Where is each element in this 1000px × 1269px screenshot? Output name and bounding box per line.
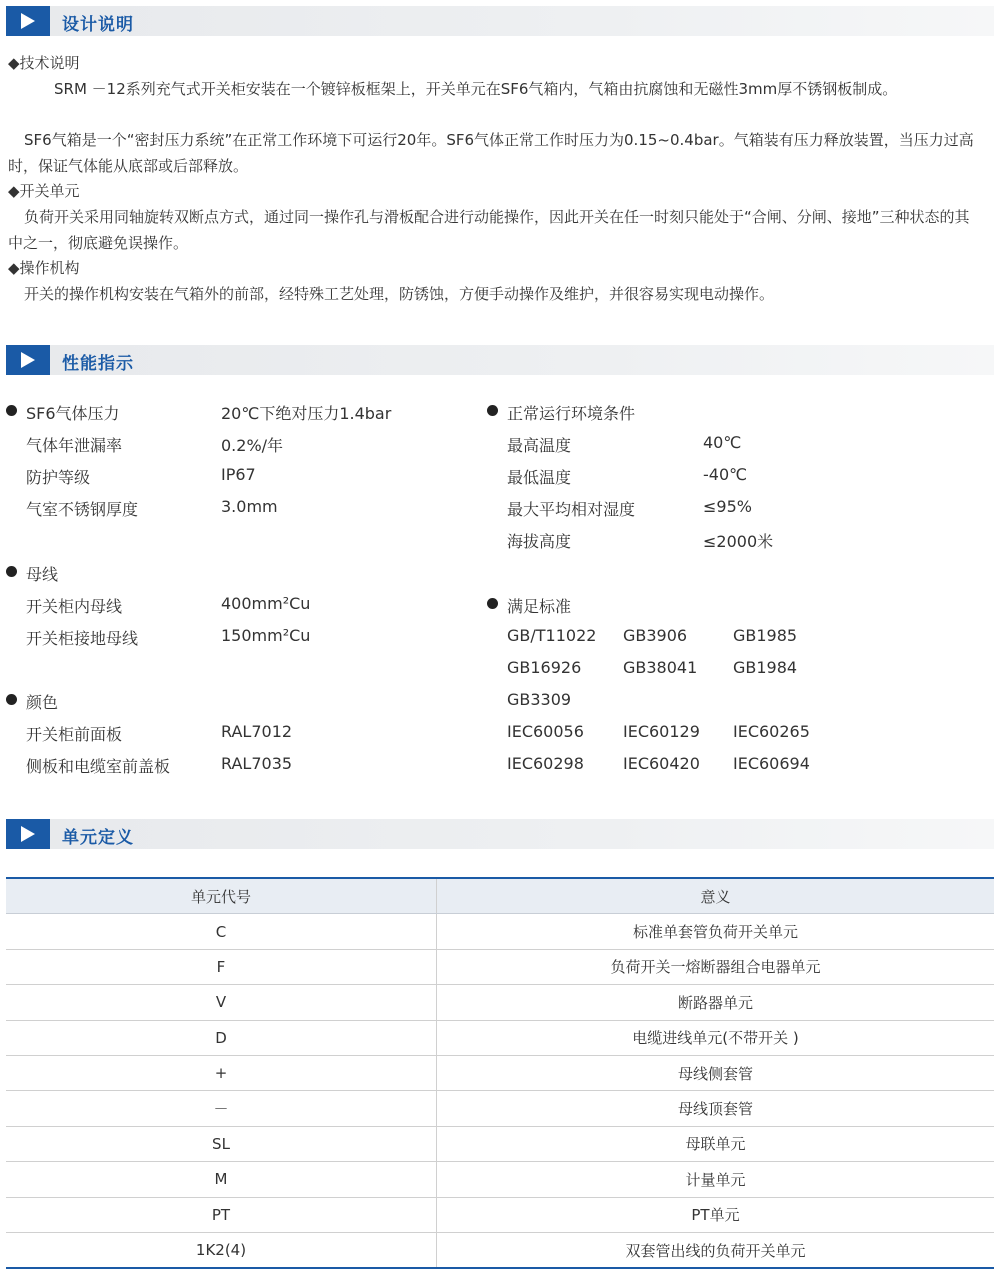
unit-meaning: 母线侧套管 [437, 1055, 995, 1090]
table-row [6, 1162, 994, 1197]
standards-heading: 满足标准 [507, 597, 572, 616]
standard-code: GB/T11022 [507, 626, 597, 645]
unit-meaning: 负荷开关一熔断器组合电器单元 [437, 949, 995, 984]
column-header: 单元代号 [6, 878, 437, 914]
sf6-heading-value: 20℃下绝对压力1.4bar [221, 404, 392, 423]
unit-meaning: 双套管出线的负荷开关单元 [625, 1241, 806, 1260]
unit-code: M [6, 1162, 437, 1197]
spec-label: 开关柜前面板 [26, 725, 123, 744]
spec-value: RAL7012 [221, 722, 293, 741]
spec-label: 开关柜接地母线 [26, 629, 139, 648]
column-header: 意义 [437, 878, 995, 914]
busbar-heading: 母线 [26, 565, 59, 584]
standard-code: GB16926 [507, 658, 582, 677]
unit-meaning: 计量单元 [437, 1162, 995, 1197]
unit-meaning: 电缆进线单元(不带开关 ) [437, 1020, 995, 1055]
unit-code: + [6, 1055, 437, 1090]
section-title: 设计说明 [62, 15, 134, 35]
spec-value: -40℃ [703, 465, 748, 484]
standard-code: GB3309 [507, 690, 572, 709]
standard-code: IEC60420 [623, 754, 700, 773]
section-title: 性能指示 [62, 354, 134, 374]
spec-value: ≤2000米 [703, 532, 774, 551]
subheading-switch: ◆开关单元 [8, 182, 80, 200]
spec-value: 40℃ [703, 433, 742, 452]
spec-value: 150mm²Cu [221, 626, 311, 645]
unit-code: F [6, 949, 437, 984]
spec-label: 气体年泄漏率 [26, 436, 123, 455]
subheading-mechanism: ◆操作机构 [8, 259, 80, 277]
standard-code: IEC60265 [733, 722, 810, 741]
unit-code: SL [6, 1126, 437, 1161]
table-row [6, 1126, 994, 1161]
unit-code: D [6, 1020, 437, 1055]
spec-label: 开关柜内母线 [26, 597, 123, 616]
standard-code: IEC60694 [733, 754, 810, 773]
section-marker-icon [6, 819, 50, 849]
table-row [6, 1055, 994, 1090]
unit-meaning: 母线顶套管 [437, 1091, 995, 1126]
table-header-row [6, 878, 994, 914]
unit-code: C [6, 914, 437, 949]
unit-code: PT [6, 1197, 437, 1232]
section-title: 单元定义 [62, 828, 134, 848]
table-row [6, 914, 994, 949]
spec-value: RAL7035 [221, 754, 293, 773]
unit-meaning: 标准单套管负荷开关单元 [437, 914, 995, 949]
bullet-icon [487, 405, 498, 416]
bullet-icon [487, 598, 498, 609]
spec-label: 最大平均相对湿度 [507, 500, 636, 519]
subheading-tech: ◆技术说明 [8, 54, 80, 72]
table-row [6, 1020, 994, 1055]
sf6-heading: SF6气体压力 [26, 404, 120, 423]
spec-label: 最低温度 [507, 468, 572, 487]
spec-label: 海拔高度 [507, 532, 572, 551]
unit-definition-table [6, 877, 994, 1269]
section-marker-icon [6, 6, 50, 36]
bullet-icon [6, 405, 17, 416]
table-row [6, 985, 994, 1020]
paragraph-tech-2: SF6气箱是一个“密封压力系统”在正常工作环境下可运行20年。SF6气体正常工作时压力为0.15~0.4bar。气箱装有压力释放装置，当压力过高时，保证气体能从底部或后部释放。 [8, 131, 974, 175]
unit-code: V [6, 985, 437, 1020]
standard-code: IEC60298 [507, 754, 584, 773]
standard-code: IEC60056 [507, 722, 584, 741]
paragraph-tech-1: SRM －12系列充气式开关柜安装在一个镀锌板框架上，开关单元在SF6气箱内，气箱由抗腐蚀和无磁性3mm厚不锈钢板制成。 [54, 80, 898, 98]
standard-code: GB1984 [733, 658, 798, 677]
paragraph-switch: 负荷开关采用同轴旋转双断点方式，通过同一操作孔与滑板配合进行动能操作，因此开关在任一时刻只能处于“合闸、分闸、接地”三种状态的其中之一，彻底避免误操作。 [8, 208, 970, 252]
standard-code: GB3906 [623, 626, 688, 645]
section-header-units [6, 819, 994, 849]
spec-value: 400mm²Cu [221, 594, 311, 613]
spec-value: 0.2%/年 [221, 436, 284, 455]
bullet-icon [6, 694, 17, 705]
unit-meaning: PT单元 [437, 1197, 995, 1232]
unit-code: － [6, 1091, 437, 1126]
paragraph-mechanism: 开关的操作机构安装在气箱外的前部，经特殊工艺处理，防锈蚀，方便手动操作及维护，并很容易实现电动操作。 [24, 285, 775, 303]
table-row [6, 1197, 994, 1232]
table-row [6, 949, 994, 984]
bullet-icon [6, 566, 17, 577]
spec-label: 最高温度 [507, 436, 572, 455]
spec-value: 3.0mm [221, 497, 278, 516]
spec-value: IP67 [221, 465, 256, 484]
spec-value: ≤95% [703, 497, 752, 516]
spec-label: 防护等级 [26, 468, 91, 487]
table-row [6, 1091, 994, 1126]
environment-heading: 正常运行环境条件 [507, 404, 636, 423]
unit-code: 1K2(4) [6, 1232, 437, 1268]
unit-meaning: 断路器单元 [437, 985, 995, 1020]
section-header-performance [6, 345, 994, 375]
color-heading: 颜色 [26, 693, 59, 712]
spec-label: 气室不锈钢厚度 [26, 500, 139, 519]
standard-code: IEC60129 [623, 722, 700, 741]
spec-label: 侧板和电缆室前盖板 [26, 757, 171, 776]
unit-meaning: 母联单元 [437, 1126, 995, 1161]
section-marker-icon [6, 345, 50, 375]
standard-code: GB1985 [733, 626, 798, 645]
section-header-design [6, 6, 994, 36]
standard-code: GB38041 [623, 658, 698, 677]
table-row [6, 1232, 994, 1268]
